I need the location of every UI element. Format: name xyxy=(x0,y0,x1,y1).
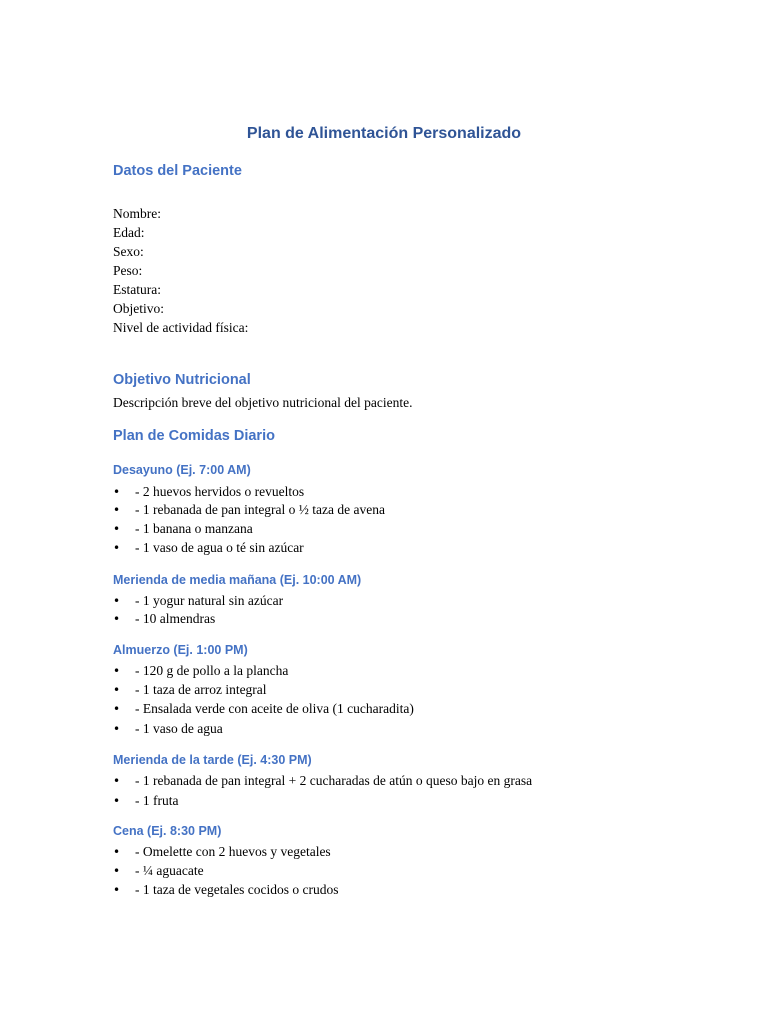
bullet-icon: • xyxy=(113,612,121,626)
document-title: Plan de Alimentación Personalizado xyxy=(246,125,522,142)
meal-heading-merienda-tarde: Merienda de la tarde (Ej. 4:30 PM) xyxy=(113,753,312,767)
bullet-icon: • xyxy=(113,664,121,678)
field-edad: Edad: xyxy=(113,225,145,240)
bullet-icon: • xyxy=(113,702,121,716)
bullet-icon: • xyxy=(113,522,121,536)
document-page: Plan de Alimentación Personalizado Datos del Paciente Nombre: Edad: Sexo: Peso: Estatura: Objetivo: Nivel de actividad física: Objetivo Nutricional Descripción breve del objetivo nutricional del paciente. Plan de Comidas Diario Desayuno (Ej. 7:00 AM) • - 2 huevos hervidos o revueltos • - 1 rebanada de pan integral o ½ taza de avena • - 1 banana o manzana • - 1 vaso de agua o té sin azúcar Merienda de media mañana (Ej. 10:00 AM) • - 1 yogur natural sin azúcar • - 10 almendras Almuerzo (Ej. 1:00 PM) • - 120 g de pollo a la plancha • - 1 taza de arroz integral • - Ensalada verde con aceite de oliva (1 cucharadita) • - 1 vaso de agua Merienda de la tarde (Ej. 4:30 PM) • - 1 rebanada de pan integral + 2 cucharadas de atún o queso bajo en grasa • - 1 fruta Cena (Ej. 8:30 PM) • - Omelette con 2 huevos y vegetales • - ¼ aguacate • - 1 taza de vegetales cocidos o crudos xyxy=(0,0,768,1024)
meal-plan-heading: Plan de Comidas Diario xyxy=(113,428,275,444)
bullet-icon: • xyxy=(113,503,121,517)
meal-heading-cena: Cena (Ej. 8:30 PM) xyxy=(113,824,222,838)
meal-heading-merienda-manana: Merienda de media mañana (Ej. 10:00 AM) xyxy=(113,573,362,587)
field-estatura: Estatura: xyxy=(113,282,161,297)
nutritional-objective-heading: Objetivo Nutricional xyxy=(113,372,251,388)
bullet-icon: • xyxy=(113,845,121,859)
bullet-icon: • xyxy=(113,541,121,555)
bullet-icon: • xyxy=(113,594,121,608)
field-nombre: Nombre: xyxy=(113,206,161,221)
bullet-icon: • xyxy=(113,774,121,788)
bullet-icon: • xyxy=(113,864,121,878)
nutritional-objective-text: Descripción breve del objetivo nutricional del paciente. xyxy=(113,395,413,410)
field-peso: Peso: xyxy=(113,263,143,278)
bullet-icon: • xyxy=(113,722,121,736)
field-nivel-actividad: Nivel de actividad física: xyxy=(113,320,249,335)
bullet-icon: • xyxy=(113,485,121,499)
bullet-icon: • xyxy=(113,883,121,897)
field-sexo: Sexo: xyxy=(113,244,144,259)
bullet-icon: • xyxy=(113,683,121,697)
patient-data-heading: Datos del Paciente xyxy=(113,163,242,179)
field-objetivo: Objetivo: xyxy=(113,301,164,316)
meal-heading-desayuno: Desayuno (Ej. 7:00 AM) xyxy=(113,463,251,477)
bullet-icon: • xyxy=(113,794,121,808)
meal-heading-almuerzo: Almuerzo (Ej. 1:00 PM) xyxy=(113,643,248,657)
